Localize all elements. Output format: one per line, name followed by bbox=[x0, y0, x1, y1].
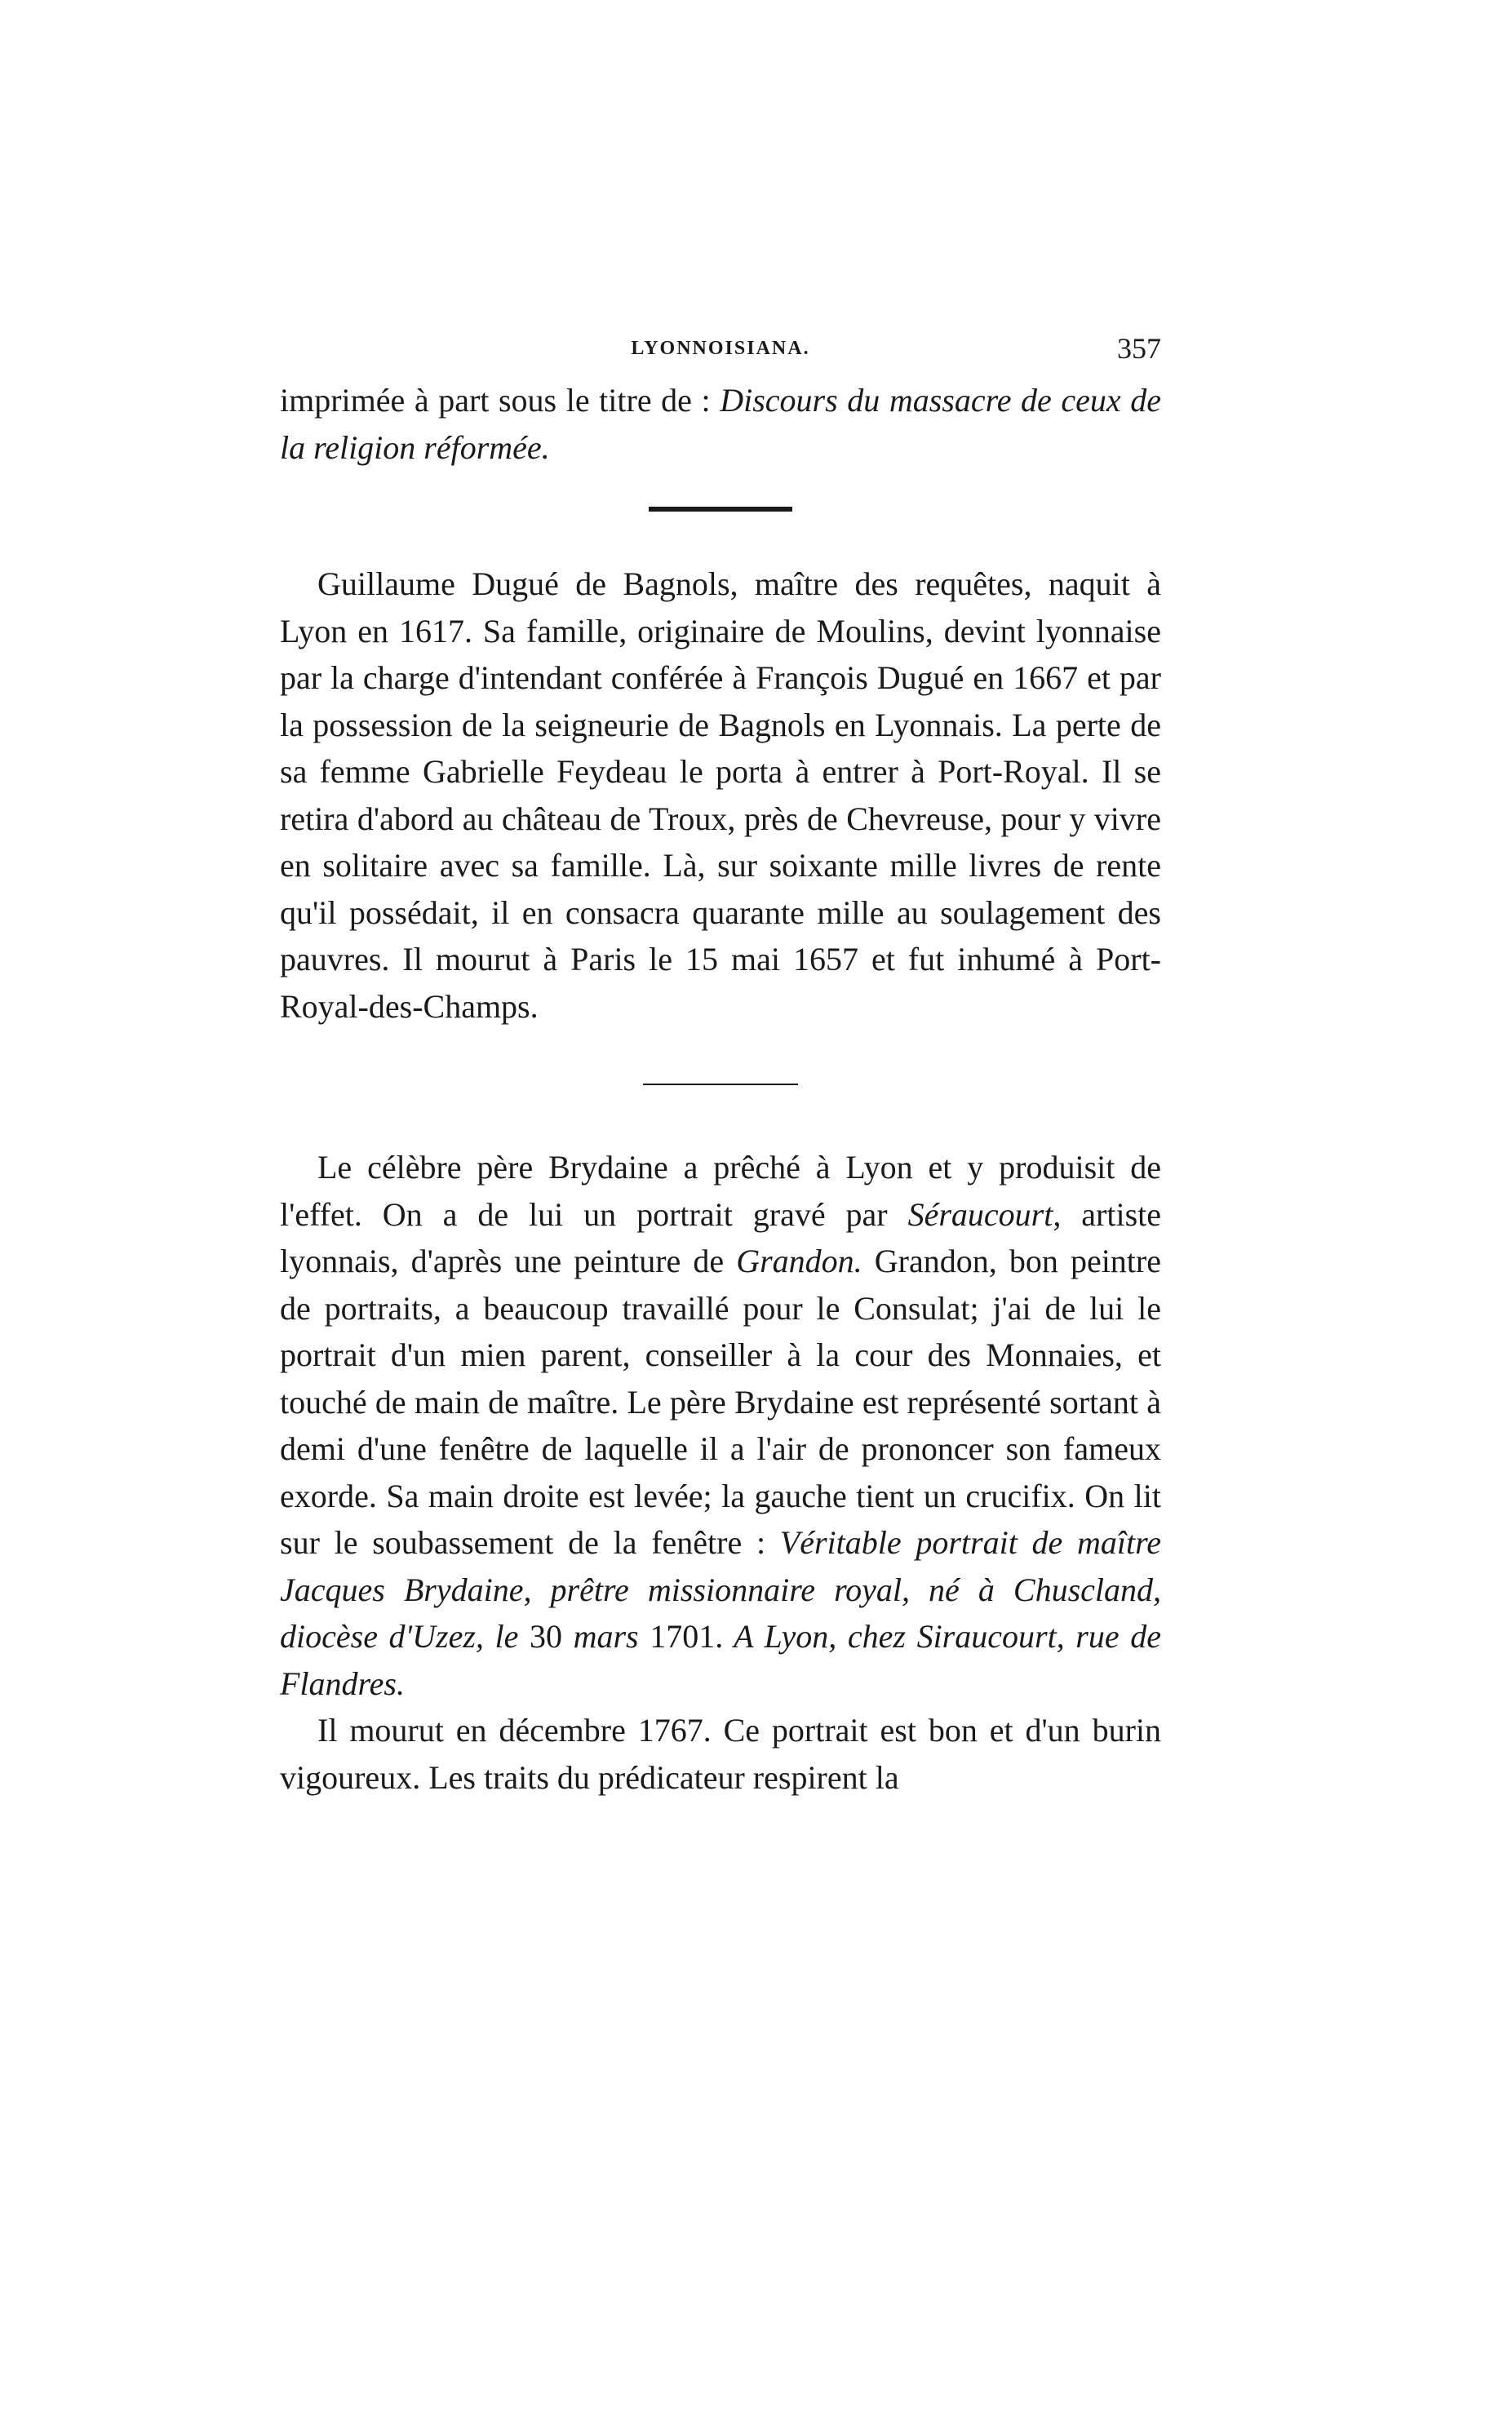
brydaine-text-3: Grandon, bon peintre de portraits, a beaucoup travaillé pour le Consulat; j'ai de lui le portrait d'un mien parent, conseiller à la cour des Monnaies, et touché de main de maître. Le père Brydaine est représenté sortant à demi d'une fenêtre de laquelle il a l'air de prononcer son fameux exorde. Sa main droite est levée; la gauche tient un crucifix. On lit sur le soubassement de la fenêtre : bbox=[280, 1243, 1161, 1561]
painter-name: Grandon. bbox=[736, 1243, 862, 1279]
brydaine-text-2: artiste lyonnais, d'après une peinture de bbox=[280, 1195, 1161, 1279]
inscription-3: A Lyon, chez Siraucourt, rue de Flandres. bbox=[280, 1618, 1161, 1702]
section-divider bbox=[643, 1084, 798, 1085]
section-divider bbox=[649, 507, 792, 512]
paragraph-death: Il mourut en décembre 1767. Ce portrait est bon et d'un burin vigoureux. Les traits du prédicateur respirent la bbox=[280, 1712, 1161, 1796]
running-head bbox=[280, 326, 1161, 375]
inscription-day: 30 bbox=[529, 1618, 562, 1655]
paragraph-dugue: Guillaume Dugué de Bagnols, maître des requêtes, naquit à Lyon en 1617. Sa famille, originaire de Moulins, devint lyonnaise par la charge d'intendant conférée à François Dugué en 1667 et par la possession de la seigneurie de Bagnols en Lyonnais. La perte de sa femme Gabrielle Feydeau le porta à entrer à Port-Royal. Il se retira d'abord au château de Troux, près de Chevreuse, pour y vivre en solitaire avec sa famille. Là, sur soixante mille livres de rente qu'il possédait, il en consacra quarante mille au soulagement des pauvres. Il mourut à Paris le 15 mai 1657 et fut inhumé à Port-Royal-des-Champs. bbox=[280, 565, 1161, 1025]
engraver-name: Séraucourt, bbox=[907, 1195, 1062, 1233]
inscription-1: Véritable portrait de maître Jacques Brydaine, prêtre missionnaire royal, né à Chuscland, diocèse d'Uzez, le bbox=[280, 1524, 1161, 1655]
paragraph-continuation bbox=[280, 377, 1161, 471]
paragraph-continuation-text: imprimée à part sous le titre de : bbox=[280, 382, 721, 419]
paragraph-brydaine bbox=[280, 1144, 1161, 1707]
book-page bbox=[280, 326, 1161, 1801]
inscription-year: 1701. bbox=[650, 1618, 724, 1655]
brydaine-text-1: Le célèbre père Brydaine a prêché à Lyon et y produisit de l'effet. On a de lui un portrait gravé par bbox=[280, 1149, 1161, 1233]
inscription-month: mars bbox=[561, 1618, 650, 1655]
running-title: LYONNOISIANA. bbox=[631, 338, 810, 359]
page-number: 357 bbox=[1117, 332, 1161, 365]
work-title: Discours du massacre de ceux de la religion réformée. bbox=[280, 382, 1161, 466]
